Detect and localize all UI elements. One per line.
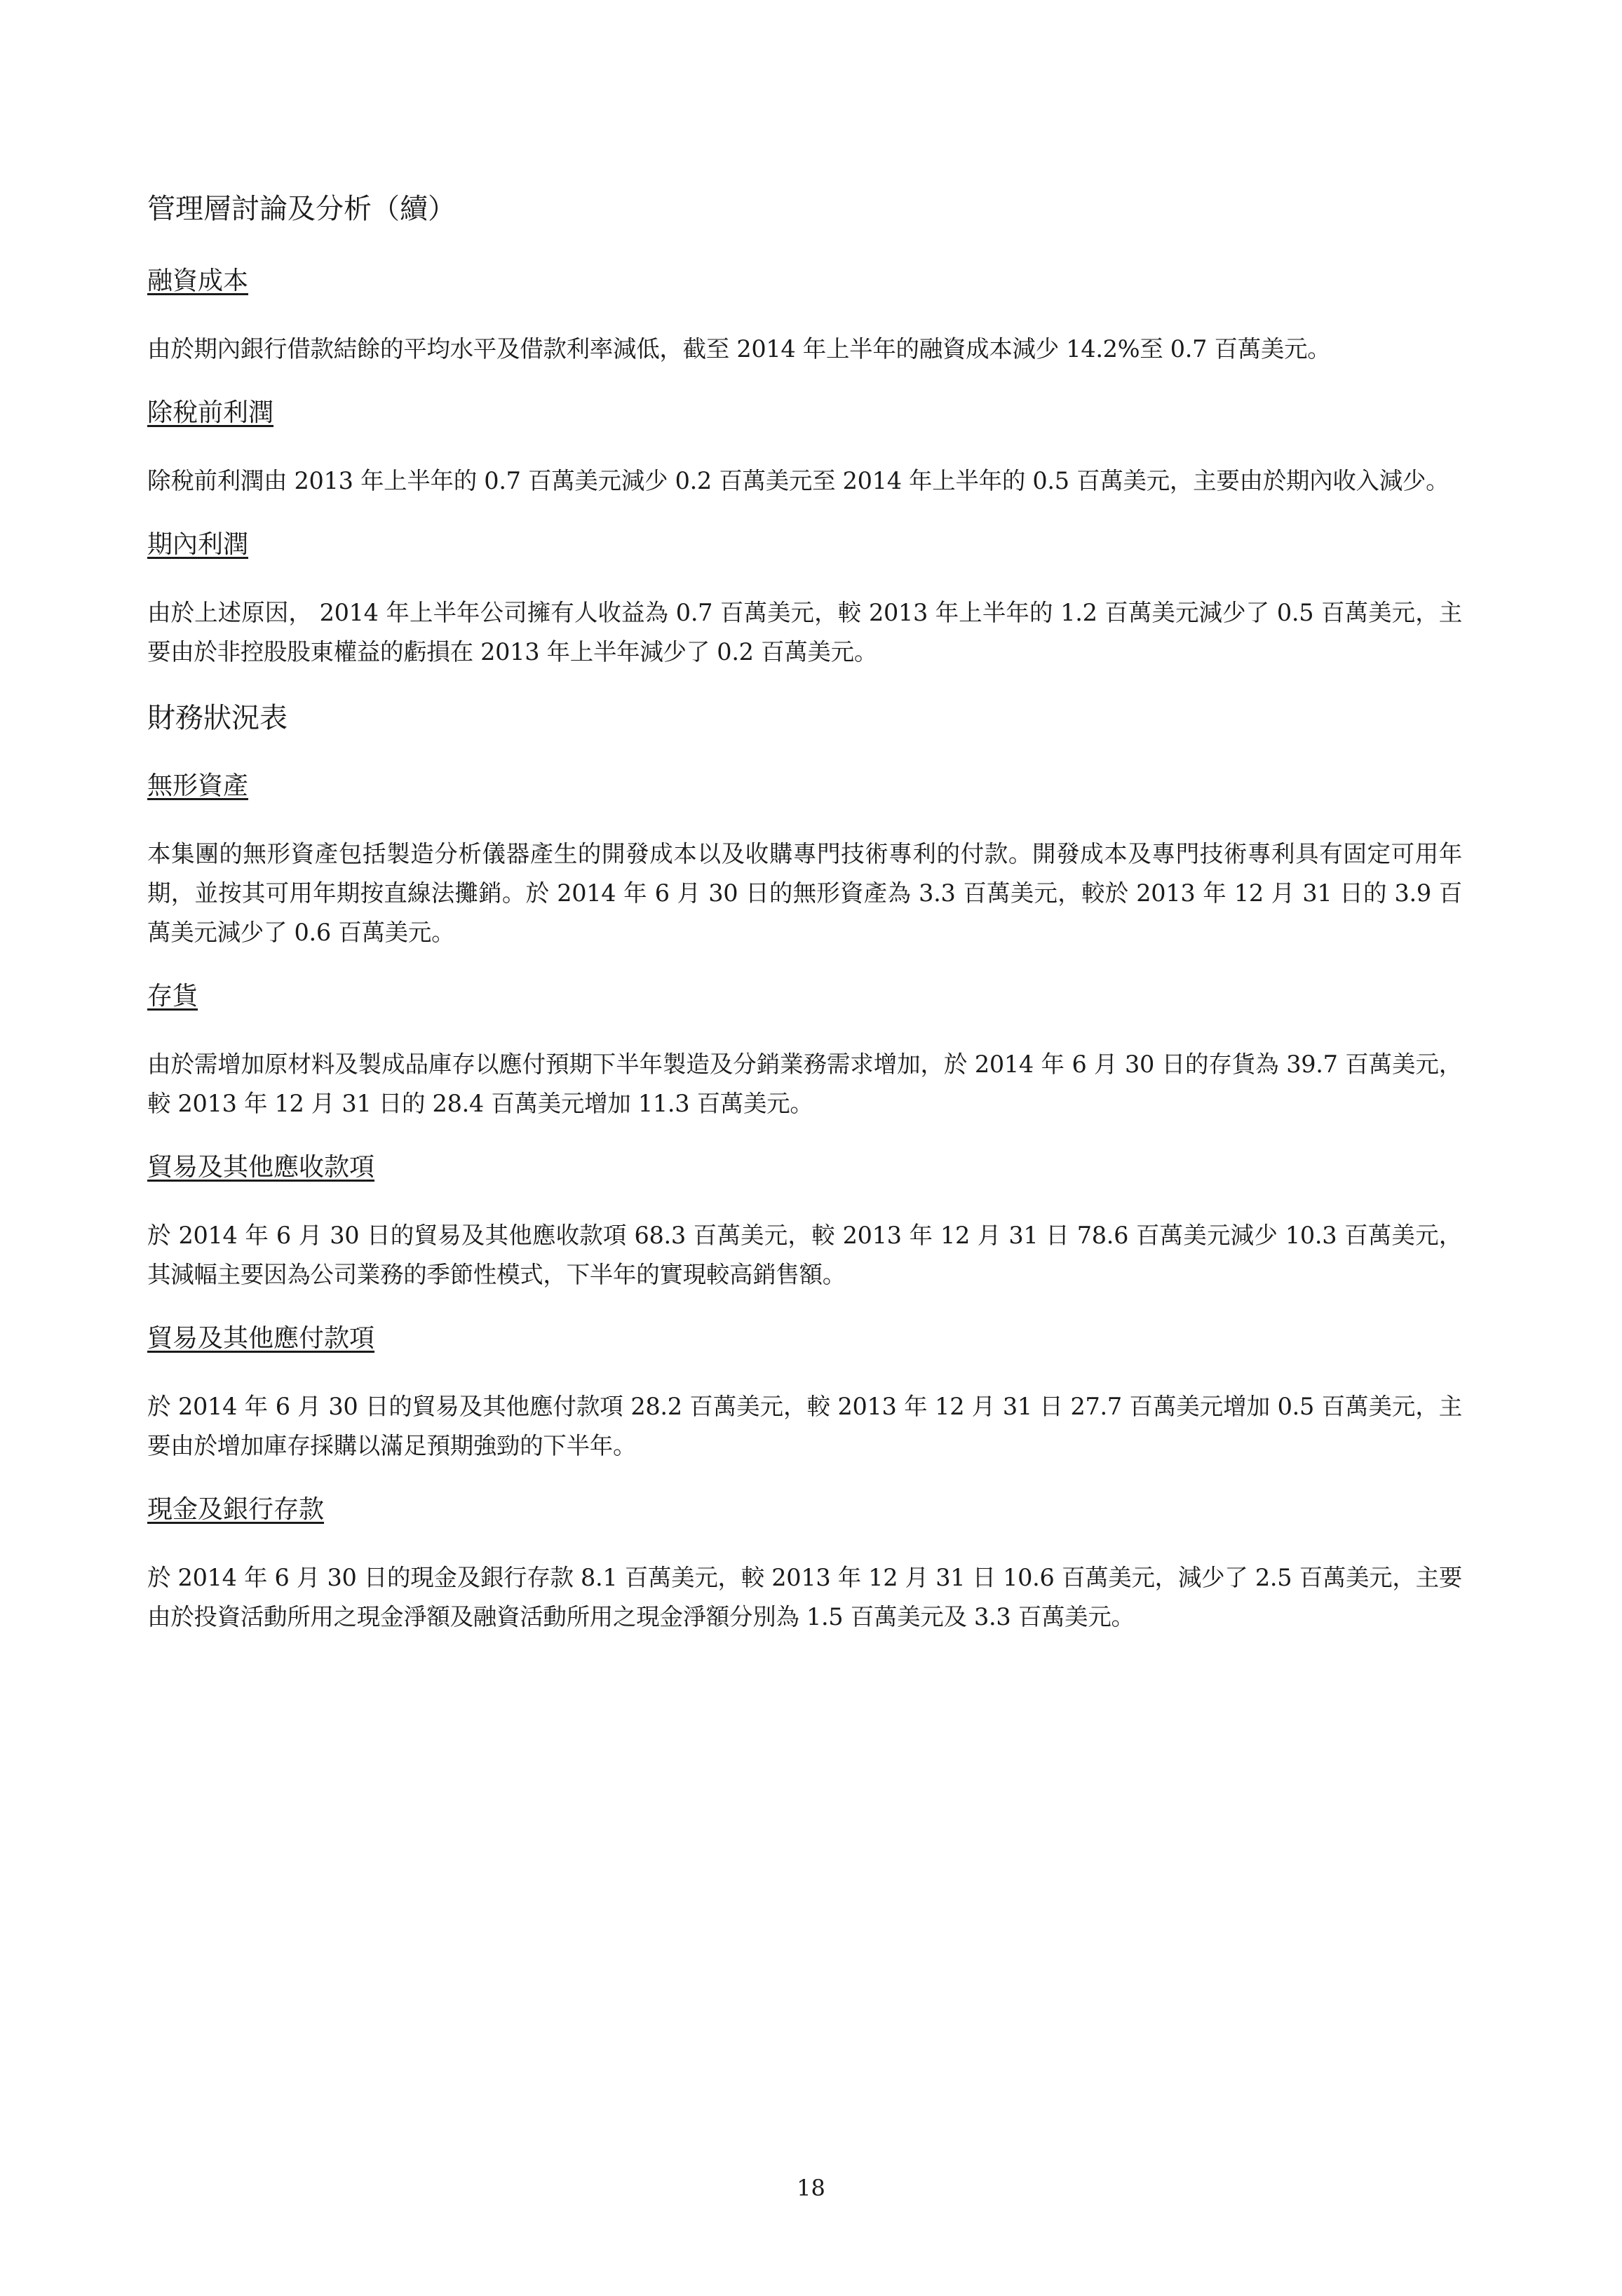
page-title: 管理層討論及分析（續） (147, 193, 456, 225)
inventories-heading: 存貨 (147, 982, 198, 1011)
trade-receivables-heading: 貿易及其他應收款項 (147, 1153, 375, 1182)
trade-payables-heading: 貿易及其他應付款項 (147, 1324, 375, 1353)
page-content (147, 189, 1462, 1663)
profit-before-tax-paragraph: 除稅前利潤由 2013 年上半年的 0.7 百萬美元減少 0.2 百萬美元至 2014 年上半年的 0.5 百萬美元，主要由於期內收入減少。 (147, 467, 1449, 494)
trade-receivables-paragraph: 於 2014 年 6 月 30 日的貿易及其他應收款項 68.3 百萬美元，較 2013 年 12 月 31 日 78.6 百萬美元減少 10.3 百萬美元，其減幅主要因為公司業務的季節性模式，下半年的實現較高銷售額。 (147, 1222, 1462, 1288)
intangible-assets-paragraph: 本集團的無形資產包括製造分析儀器產生的開發成本以及收購專門技術專利的付款。開發成本及專門技術專利具有固定可用年期，並按其可用年期按直線法攤銷。於 2014 年 6 月 30 日的無形資產為 3.3 百萬美元，較於 2013 年 12 月 31 日的 3.9 百萬美元減少了 0.6 百萬美元。 (147, 840, 1462, 946)
inventories-paragraph: 由於需增加原材料及製成品庫存以應付預期下半年製造及分銷業務需求增加，於 2014 年 6 月 30 日的存貨為 39.7 百萬美元，較 2013 年 12 月 31 日的 28.4 百萬美元增加 11.3 百萬美元。 (147, 1051, 1462, 1117)
intangible-assets-heading: 無形資產 (147, 771, 249, 800)
cash-heading: 現金及銀行存款 (147, 1495, 325, 1524)
page-number: 18 (797, 2175, 825, 2201)
profit-for-period-paragraph: 由於上述原因， 2014 年上半年公司擁有人收益為 0.7 百萬美元，較 2013 年上半年的 1.2 百萬美元減少了 0.5 百萬美元，主要由於非控股股東權益的虧損在 2013 年上半年減少了 0.2 百萬美元。 (147, 599, 1462, 666)
finance-cost-heading: 融資成本 (147, 266, 249, 295)
cash-paragraph: 於 2014 年 6 月 30 日的現金及銀行存款 8.1 百萬美元，較 2013 年 12 月 31 日 10.6 百萬美元，減少了 2.5 百萬美元，主要由於投資活動所用之現金淨額及融資活動所用之現金淨額分別為 1.5 百萬美元及 3.3 百萬美元。 (147, 1564, 1462, 1630)
finance-cost-paragraph: 由於期內銀行借款結餘的平均水平及借款利率減低，截至 2014 年上半年的融資成本減少 14.2%至 0.7 百萬美元。 (147, 335, 1331, 363)
trade-payables-paragraph: 於 2014 年 6 月 30 日的貿易及其他應付款項 28.2 百萬美元，較 2013 年 12 月 31 日 27.7 百萬美元增加 0.5 百萬美元，主要由於增加庫存採購以滿足預期強勁的下半年。 (147, 1393, 1462, 1459)
financial-position-heading: 財務狀況表 (147, 702, 288, 734)
profit-before-tax-heading: 除稅前利潤 (147, 398, 274, 427)
profit-for-period-heading: 期內利潤 (147, 530, 249, 559)
